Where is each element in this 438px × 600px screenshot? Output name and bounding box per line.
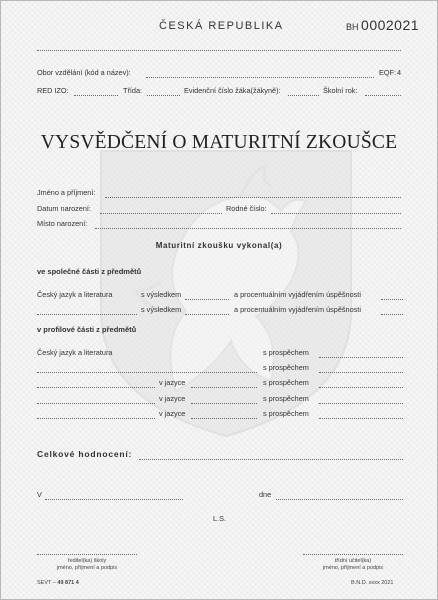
common-percent-field-1[interactable] [381,299,403,300]
date-field[interactable] [276,499,403,500]
profile-grade-field-3[interactable] [319,387,403,388]
profile-language-label-3: v jazyce [159,378,186,387]
profile-subject-field-4[interactable] [37,403,155,404]
top-dotted-line [37,50,401,51]
profile-language-label-4: v jazyce [159,394,186,403]
misto-narozeni-field[interactable] [95,228,401,229]
exam-heading: Maturitní zkoušku vykonal(a) [155,241,283,250]
profile-part-heading: v profilové části z předmětů [37,325,137,334]
common-subject-1: Český jazyk a literatura [37,290,113,299]
profile-subject-1: Český jazyk a literatura [37,348,113,357]
overall-evaluation-label: Celkové hodnocení: [37,449,133,459]
profile-grade-field-5[interactable] [319,418,403,419]
teacher-signature-line[interactable] [303,554,403,555]
common-result-field-1[interactable] [185,299,229,300]
rodne-cislo-field[interactable] [271,213,401,214]
profile-grade-field-2[interactable] [319,372,403,373]
evidencni-field[interactable] [288,95,319,96]
place-label: V [37,490,42,499]
profile-grade-label-3: s prospěchem [263,378,309,387]
obor-label: Obor vzdělání (kód a název): [37,68,131,77]
jmeno-field[interactable] [105,197,401,198]
common-subject-field-2[interactable] [37,314,137,315]
rodne-cislo-label: Rodné číslo: [226,204,267,213]
footer-publisher [37,580,79,586]
red-izo-label: RED IZO: [37,86,69,95]
common-percent-field-2[interactable] [381,314,403,315]
red-izo-field[interactable] [74,95,118,96]
serial-digits: 0002021 [361,17,420,33]
datum-narozeni-label: Datum narození: [37,204,91,213]
document-title: VYSVĚDČENÍ O MATURITNÍ ZKOUŠCE [40,132,398,153]
director-signature-caption [37,558,137,572]
trida-label: Třída: [123,86,143,95]
profile-language-field-5[interactable] [191,418,257,419]
skolni-rok-field[interactable] [365,95,401,96]
common-percent-label-1: a procentuálním vyjádřením úspěšnosti [234,290,361,299]
serial-prefix: BH [346,22,359,32]
profile-language-field-4[interactable] [191,403,257,404]
profile-language-field-3[interactable] [191,387,257,388]
footer-edition: B.N.D. xxxx 2021 [351,580,394,586]
teacher-role: třídní učitel(ka) [334,558,372,564]
profile-subject-field-3[interactable] [37,387,155,388]
common-result-field-2[interactable] [185,314,229,315]
serial-number [346,17,419,33]
profile-grade-label-5: s prospěchem [263,409,309,418]
date-label: dne [259,490,272,499]
evidencni-label: Evidenční číslo žáka(žákyně): [184,86,281,95]
profile-grade-field-4[interactable] [319,403,403,404]
jmeno-label: Jméno a příjmení: [37,188,96,197]
profile-grade-label-2: s prospěchem [263,363,309,372]
profile-subject-field-5[interactable] [37,418,155,419]
datum-narozeni-field[interactable] [100,213,222,214]
common-result-label-1: s výsledkem [141,290,182,299]
profile-grade-label-1: s prospěchem [263,348,309,357]
overall-evaluation-field[interactable] [139,459,403,460]
skolni-rok-label: Školní rok: [323,86,358,95]
director-signature-line[interactable] [37,554,137,555]
common-part-heading: ve společné části z předmětů [37,267,142,276]
director-name-note: jméno, příjmení a podpis [56,565,118,571]
profile-language-label-5: v jazyce [159,409,186,418]
footer-code: 49 871 4 [57,580,79,586]
profile-grade-label-4: s prospěchem [263,394,309,403]
profile-subject-field-2[interactable] [37,372,257,373]
teacher-name-note: jméno, příjmení a podpis [322,565,384,571]
director-role: ředitel(ka) školy [67,558,107,564]
footer-publisher-name: SEVT – [37,580,56,586]
common-result-label-2: s výsledkem [141,305,182,314]
eqf-value: 4 [397,68,402,77]
place-field[interactable] [45,499,183,500]
country-name: ČESKÁ REPUBLIKA [159,20,284,32]
obor-field[interactable] [146,77,374,78]
profile-grade-field-1[interactable] [319,357,403,358]
common-percent-label-2: a procentuálním vyjádřením úspěšnosti [234,305,361,314]
teacher-signature-caption [303,558,403,572]
seal-label: L.S. [213,514,226,523]
misto-narozeni-label: Místo narození: [37,219,88,228]
eqf-label: EQF: [379,68,397,77]
trida-field[interactable] [147,95,180,96]
